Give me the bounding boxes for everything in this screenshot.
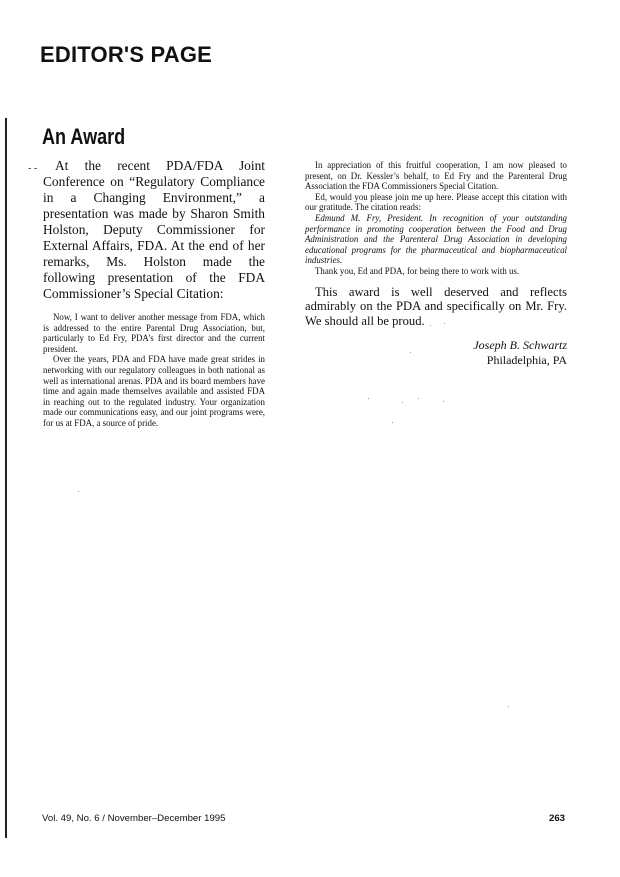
quote-paragraph: Ed, would you please join me up here. Please accept this citation with our gratitude. The citation reads: [305, 191, 567, 213]
article-right-column [305, 160, 567, 368]
scan-speck [430, 325, 431, 326]
quote-paragraph: Now, I want to deliver another message from FDA, which is addressed to the entire Parental Drug Association, but, particularly to Ed Fry, PDA’s first director and the current president. [43, 312, 265, 354]
scan-speck [392, 422, 393, 423]
quote-paragraph: Thank you, Ed and PDA, for being there to work with us. [315, 265, 520, 276]
section-heading: EDITOR'S PAGE [40, 42, 213, 67]
scan-speck [410, 352, 411, 353]
scan-speck [368, 398, 369, 399]
quote-paragraph: In appreciation of this fruitful cooperation, I am now pleased to present, on Dr. Kessler’s behalf, to Ed Fry and the Parenteral Drug Association the FDA Commissioners Special Citation. [305, 160, 567, 192]
scan-speck [443, 401, 444, 402]
issue-info: Vol. 49, No. 6 / November–December 1995 [42, 813, 226, 824]
article-left-column [43, 158, 265, 429]
scan-speck [418, 398, 419, 399]
article-title: An Award [42, 124, 126, 149]
lead-paragraph: At the recent PDA/FDA Joint Conference on “Regulatory Compliance in a Changing Environment,” a presentation was made by Sharon Smith Holston, Deputy Commissioner for External Affairs, FDA. At the end of her remarks, Ms. Holston made the following presentation of the FDA Commissioner’s Special Citation: [43, 158, 265, 301]
quote-paragraph: Over the years, PDA and FDA have made great strides in networking with our regulatory colleagues in both national as well as international arenas. PDA and its board members have time and again made themselves available and assisted FDA in reaching out to the regulated industry. Your organization made our communications easy, and our joint programs were, for us at FDA, a source of pride. [43, 354, 265, 428]
page-number: 263 [549, 813, 566, 824]
citation-text: Edmund M. Fry, President. In recognition of your outstanding performance in promoting cooperation between the Food and Drug Administration and the Parenteral Drug Association in developing educational programs for the pharmaceutical and biopharmaceutical industries. [305, 212, 567, 266]
signature-block [305, 338, 567, 368]
closing-paragraph: This award is well deserved and reflects admirably on the PDA and specifically on Mr. Fry. We should all be proud. [305, 284, 567, 328]
scan-speck [508, 706, 509, 707]
scan-speck [402, 402, 403, 403]
author-name: Joseph B. Schwartz [473, 338, 567, 353]
margin-rule [5, 118, 7, 838]
margin-mark: - - [28, 163, 38, 174]
author-location: Philadelphia, PA [486, 353, 567, 368]
scan-speck [444, 323, 445, 324]
scan-speck [78, 491, 79, 492]
